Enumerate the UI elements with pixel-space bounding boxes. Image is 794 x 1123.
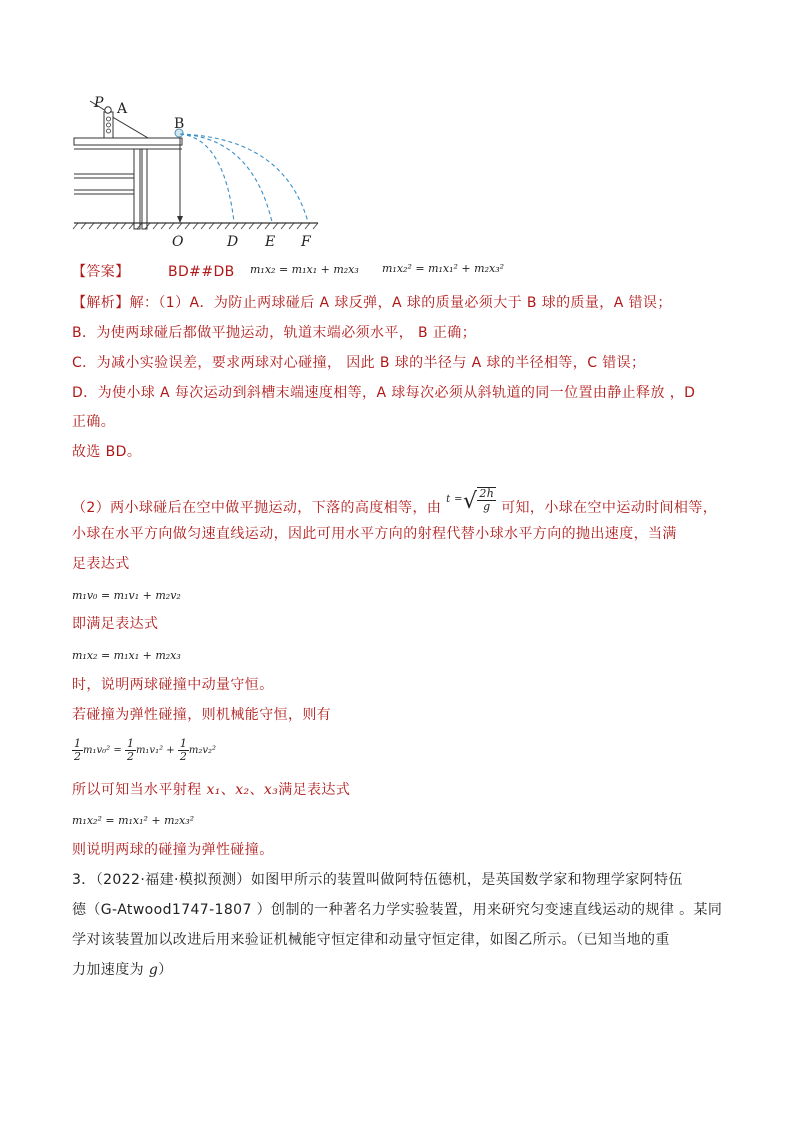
equation-range-momentum: m₁x₂ = m₁x₁ + m₂x₃ [72,649,181,662]
analysis-line-3: C．为减小实验误差，要求两球对心碰撞， 因此 B 球的半径与 A 球的半径相等，C 错误； [72,355,646,371]
analysis-p2-line-3: 足表达式 [72,556,130,572]
analysis-tag: 【解析】 [72,295,130,311]
label-o: O [172,234,184,250]
trajectory-f [180,134,308,222]
ball-a [105,107,111,113]
collision-apparatus-figure [68,92,328,252]
label-p: P [94,95,104,111]
time-formula-numerator: 2h [479,487,495,500]
analysis-line-4: D．为使小球 A 每次运动到斜槽末端速度相等，A 球每次必须从斜轨道的同一位置由静止释放 ，D [72,385,696,401]
analysis-p2-line-7: 所以可知当水平射程 x₁、x₂、x₃满足表达式 [72,782,351,798]
analysis-line-1: 【解析】解：（1）A．为防止两球碰后 A 球反弹，A 球的质量必须大于 B 球的质量，A 错误； [72,295,672,311]
analysis-p2-line-6: 若碰撞为弹性碰撞，则机械能守恒，则有 [72,707,332,723]
analysis-line-2: B．为使两球碰后都做平抛运动，轨道末端必须水平， B 正确； [72,325,477,341]
trajectory-d [180,134,234,222]
table-leg [134,149,140,229]
analysis-p2-line-2: 小球在水平方向做匀速直线运动，因此可用水平方向的射程代替小球水平方向的抛出速度，当满 [72,526,677,542]
question-3-line-2: 德（G-Atwood1747-1807 ）创制的一种著名力学实验装置，用来研究匀变速直线运动的规律 。某同 [72,902,723,918]
equation-range-energy: m₁x₂² = m₁x₁² + m₂x₃² [72,814,195,827]
analysis-p2-line-1: （2）两小球碰后在空中做平抛运动，下落的高度相等，由 $^{t =}$√ $\frac{2h}{g}$ 可知，小球在空中运动时间相等， [72,487,718,516]
label-a: A [117,101,128,117]
label-b: B [174,116,185,132]
label-f: F [301,234,311,250]
gravity-symbol: g [148,962,159,978]
equation-energy-conservation: $\frac{1}{2}$ m₁v₀² = $\frac{1}{2}$ m₁v₁² + $\frac{1}{2}$ m₂v₂² [74,737,217,763]
trajectory-e [180,134,272,222]
analysis-line-6: 故选 BD。 [72,444,142,460]
table-top [74,138,182,145]
question-3-line-1: 3．（2022·福建·模拟预测）如图甲所示的装置叫做阿特伍德机，是英国数学家和物理学家阿特伍 [72,872,683,888]
analysis-p2-line-5: 时，说明两球碰撞中动量守恒。 [72,677,274,693]
label-d: D [227,234,239,250]
answer-equation-energy: m₁x₂² = m₁x₁² + m₂x₃² [382,262,505,275]
equation-velocity-momentum: m₁v₀ = m₁v₁ + m₂v₂ [72,589,181,602]
table-leg [142,149,147,229]
analysis-p2-line-8: 则说明两球的碰撞为弹性碰撞。 [72,842,274,858]
label-e: E [265,234,276,250]
answer-value: BD##DB [168,264,235,280]
question-3-line-3: 学对该装置加以改进后用来验证机械能守恒定律和动量守恒定律，如图乙所示。（已知当地的重 [72,932,670,948]
answer-tag: 【答案】 [72,264,130,280]
time-formula-lhs: t = [446,494,463,505]
time-formula-denominator: g [483,500,491,513]
analysis-line-5: 正确。 [72,414,116,430]
question-3-line-4: 力加速度为 g） [72,962,173,978]
answer-equation-momentum: m₁x₂ = m₁x₁ + m₂x₃ [250,263,359,276]
analysis-p2-line-4: 即满足表达式 [72,616,159,632]
